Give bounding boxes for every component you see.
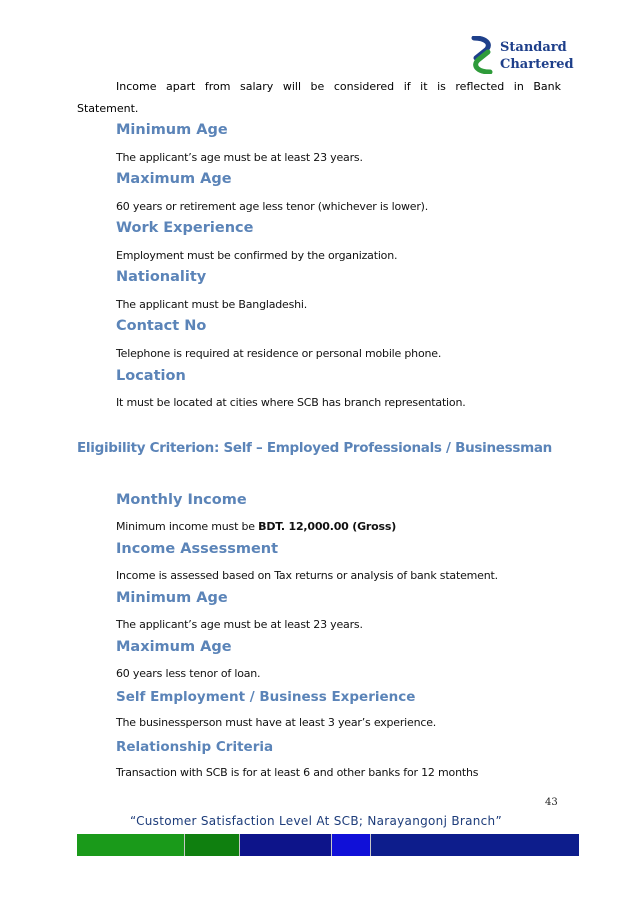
footer-bar-segment-3: [240, 834, 332, 856]
heading-nationality: Nationality: [116, 269, 207, 285]
text-maximum-age-self: 60 years less tenor of loan.: [116, 667, 261, 680]
text-maximum-age: 60 years or retirement age less tenor (whichever is lower).: [116, 200, 429, 213]
text-monthly-income-amount: BDT. 12,000.00 (Gross): [258, 520, 397, 533]
page-number: 43: [545, 797, 558, 808]
text-minimum-age: The applicant’s age must be at least 23 years.: [116, 151, 363, 164]
footer-caption: “Customer Satisfaction Level At SCB; Narayangonj Branch”: [130, 814, 502, 828]
text-business-experience: The businessperson must have at least 3 year’s experience.: [116, 716, 437, 729]
intro-paragraph-line-2: Statement.: [77, 102, 139, 115]
heading-contact-no: Contact No: [116, 318, 207, 334]
logo-line-1: Standard: [500, 40, 567, 55]
text-location: It must be located at cities where SCB has branch representation.: [116, 396, 466, 409]
heading-maximum-age: Maximum Age: [116, 171, 232, 187]
footer-color-bar: [77, 834, 579, 856]
heading-monthly-income: Monthly Income: [116, 492, 247, 508]
heading-work-experience: Work Experience: [116, 220, 254, 236]
heading-minimum-age: Minimum Age: [116, 122, 228, 138]
heading-maximum-age-self: Maximum Age: [116, 639, 232, 655]
text-work-experience: Employment must be confirmed by the organization.: [116, 249, 398, 262]
text-income-assessment: Income is assessed based on Tax returns or analysis of bank statement.: [116, 569, 498, 582]
standard-chartered-logo-icon: [466, 36, 498, 74]
section-title-self-employed: Eligibility Criterion: Self – Employed Professionals / Businessman: [77, 440, 552, 456]
text-monthly-income: [116, 520, 396, 533]
standard-chartered-logo: [466, 34, 574, 76]
heading-location: Location: [116, 368, 186, 384]
heading-relationship-criteria: Relationship Criteria: [116, 739, 274, 755]
logo-line-2: Chartered: [500, 57, 574, 72]
logo-wordmark: [500, 39, 574, 73]
intro-paragraph-line-1: Income apart from salary will be considered if it is reflected in Bank: [116, 80, 561, 93]
heading-minimum-age-self: Minimum Age: [116, 590, 228, 606]
footer-bar-segment-5: [371, 834, 579, 856]
footer-bar-segment-1: [77, 834, 185, 856]
text-relationship-criteria: Transaction with SCB is for at least 6 and other banks for 12 months: [116, 766, 479, 779]
text-monthly-income-prefix: Minimum income must be: [116, 520, 259, 533]
heading-income-assessment: Income Assessment: [116, 541, 279, 557]
footer-bar-segment-4: [332, 834, 371, 856]
footer-bar-segment-2: [185, 834, 240, 856]
text-minimum-age-self: The applicant’s age must be at least 23 years.: [116, 618, 363, 631]
heading-business-experience: Self Employment / Business Experience: [116, 689, 416, 705]
text-contact-no: Telephone is required at residence or personal mobile phone.: [116, 347, 442, 360]
text-nationality: The applicant must be Bangladeshi.: [116, 298, 308, 311]
